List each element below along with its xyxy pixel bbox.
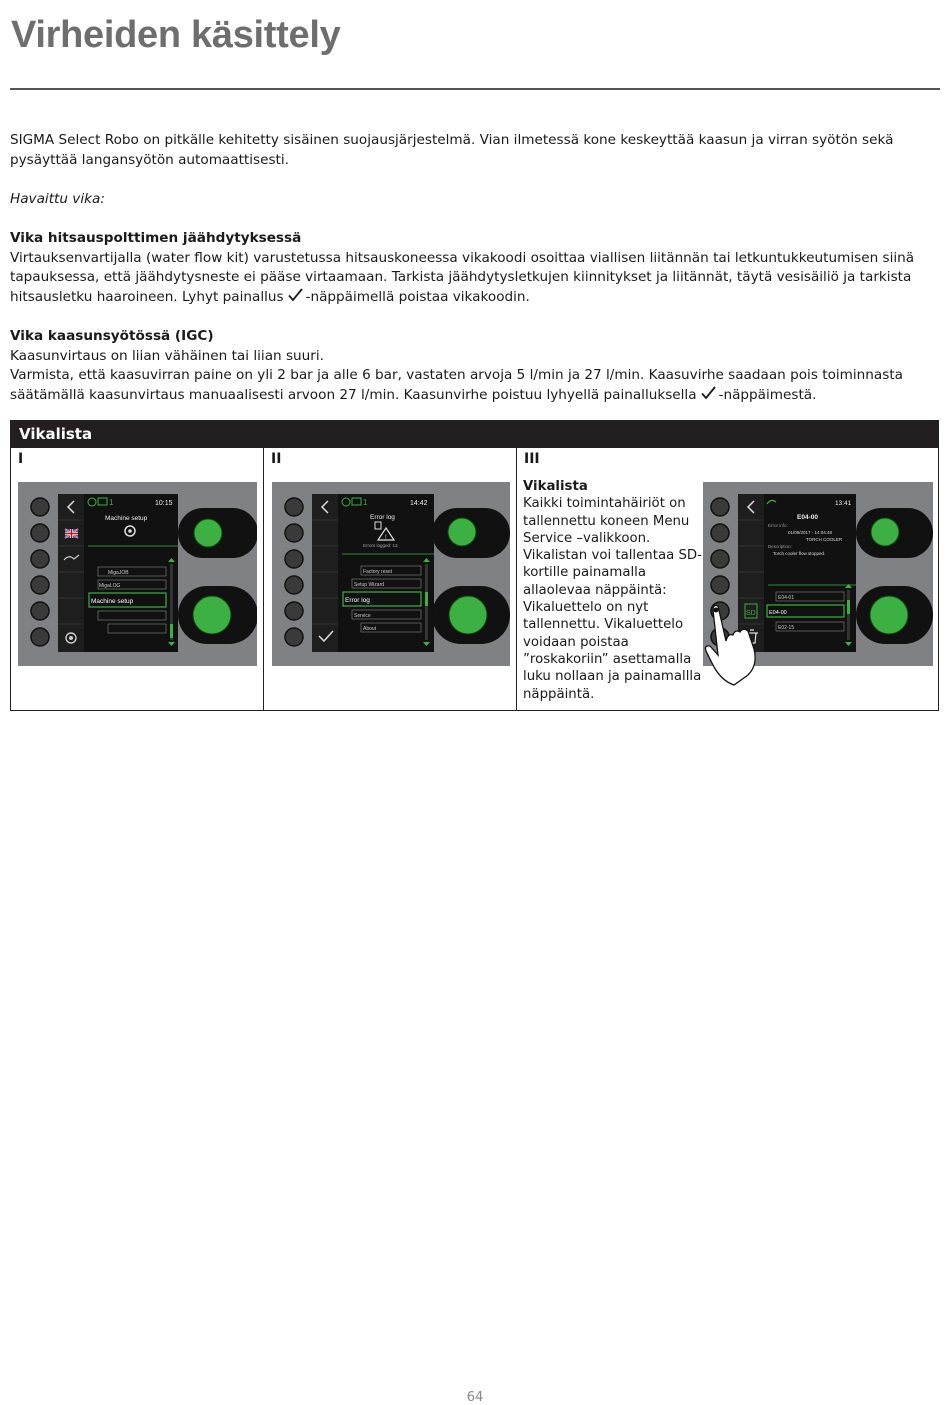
checkmark-icon [288, 288, 303, 302]
screen3-time: 13:41 [835, 500, 852, 507]
screen3-item-3: E02-15 [778, 625, 795, 631]
screen1-title: Machine setup [105, 515, 148, 522]
screen3-desc: Torch cooler flow stopped. [773, 551, 826, 556]
table-cell-1 [11, 448, 263, 710]
screen1-item-1: MigaJOB [108, 570, 129, 576]
section2-heading: Vika kaasunsyötössä (IGC) [10, 327, 214, 344]
section2-text-b: -näppäimestä. [718, 386, 817, 403]
screen3-desc-label: Description: [768, 544, 792, 549]
detected-label: Havaittu vika: [10, 190, 105, 207]
cell-3-text [523, 478, 703, 703]
screen3-code: E04-00 [797, 514, 818, 521]
title-rule [10, 88, 940, 90]
cell-3-description: Kaikki toimintahäiriöt on tallennettu koneen Menu Service –valikkoon. Vikalistan voi tallentaa SD-kortille painamalla allaolevaa näppäintä: Vikaluettelo on nyt tallennettu. Vikaluettelo voidaan poistaa ”roskakoriin” asettamalla luku nollaan ja painamallla näppäintä. [523, 496, 702, 702]
knob-small [194, 519, 222, 547]
section2-line1: Kaasunvirtaus on liian vähäinen tai liian suuri. [10, 347, 324, 364]
cell-3-title: Vikalista [523, 479, 588, 494]
section1-text [10, 249, 930, 308]
screen2-item-2: Setup Wizard [354, 582, 385, 588]
control-panel-image-2 [272, 482, 510, 670]
screen3-info-date: 01/09/2017 - 14:04:48 [788, 530, 833, 535]
table-cell-3 [516, 448, 938, 710]
screen1-item-2: MigaLOG [99, 583, 121, 589]
control-panel-image-3 [703, 482, 933, 696]
page-number: 64 [466, 1390, 484, 1405]
body-text [10, 131, 930, 405]
svg-text:1: 1 [363, 498, 368, 507]
section1-heading: Vika hitsauspolttimen jäähdytyksessä [10, 229, 302, 246]
screen3-item-1: E04-01 [778, 595, 795, 601]
screen2-item-1: Factory reset [363, 569, 393, 575]
table-header: Vikalista [11, 421, 938, 448]
screen1-item-3: Machine setup [91, 598, 134, 605]
screen1-time: 10:15 [155, 500, 173, 507]
control-panel-image-1 [18, 482, 257, 670]
checkmark-icon [701, 386, 716, 400]
screen3-item-2: E04-00 [769, 610, 787, 616]
screen2-item-5: About [363, 626, 377, 632]
svg-text:!: ! [385, 535, 387, 541]
section1-text-b: -näppäimellä poistaa vikakoodin. [305, 288, 530, 305]
table-cell-2 [263, 448, 517, 710]
svg-text:1: 1 [109, 498, 114, 507]
screen2-item-3: Error log [345, 597, 370, 604]
screen3-info-label: Error info: [768, 523, 788, 528]
screen2-time: 14:42 [410, 500, 428, 507]
sd-label: SD [746, 610, 756, 617]
section1-text-a: Virtauksenvartijalla (water flow kit) varustetussa hitsauskoneessa vikakoodi osoittaa viallisen liitännän tai letkuntukkeutumisen siinä tapauksessa, että jäähdytysneste ei pääse virtaamaan. Tarkista jäähdytysletkujen kiinnitykset ja liitännät, täytä vesisäiliö ja tarkista hitsausletku haaroineen. Lyhyt painallus [10, 249, 915, 305]
knob-large [193, 596, 231, 634]
cell-number-1: I [18, 451, 24, 467]
section2-text [10, 366, 930, 405]
page-title: Virheiden käsittely [11, 14, 341, 56]
intro-paragraph: SIGMA Select Robo on pitkälle kehitetty sisäinen suojausjärjestelmä. Vian ilmetessä kone keskeyttää kaasun ja virran syötön sekä pysäyttää langansyötön automaattisesti. [10, 132, 894, 168]
section2-text-a: Varmista, että kaasuvirran paine on yli 2 bar ja alle 6 bar, vastaten arvoja 5 l/min ja 27 l/min. Kaasuvirhe saadaan pois toiminnasta säätämällä kaasunvirtaus manuaalisesti arvoon 27 l/min. Kaasunvirhe poistuu lyhyellä painalluksella [10, 367, 903, 403]
error-list-table [10, 420, 939, 711]
cell-number-3: III [524, 451, 540, 467]
screen2-title: Error log [370, 514, 395, 521]
screen2-item-4: Service [354, 613, 371, 619]
cell-number-2: II [271, 451, 282, 467]
screen3-info-src: TORCH COOLER [806, 537, 843, 542]
screen2-subtitle: Errors logged: 13 [363, 543, 398, 548]
